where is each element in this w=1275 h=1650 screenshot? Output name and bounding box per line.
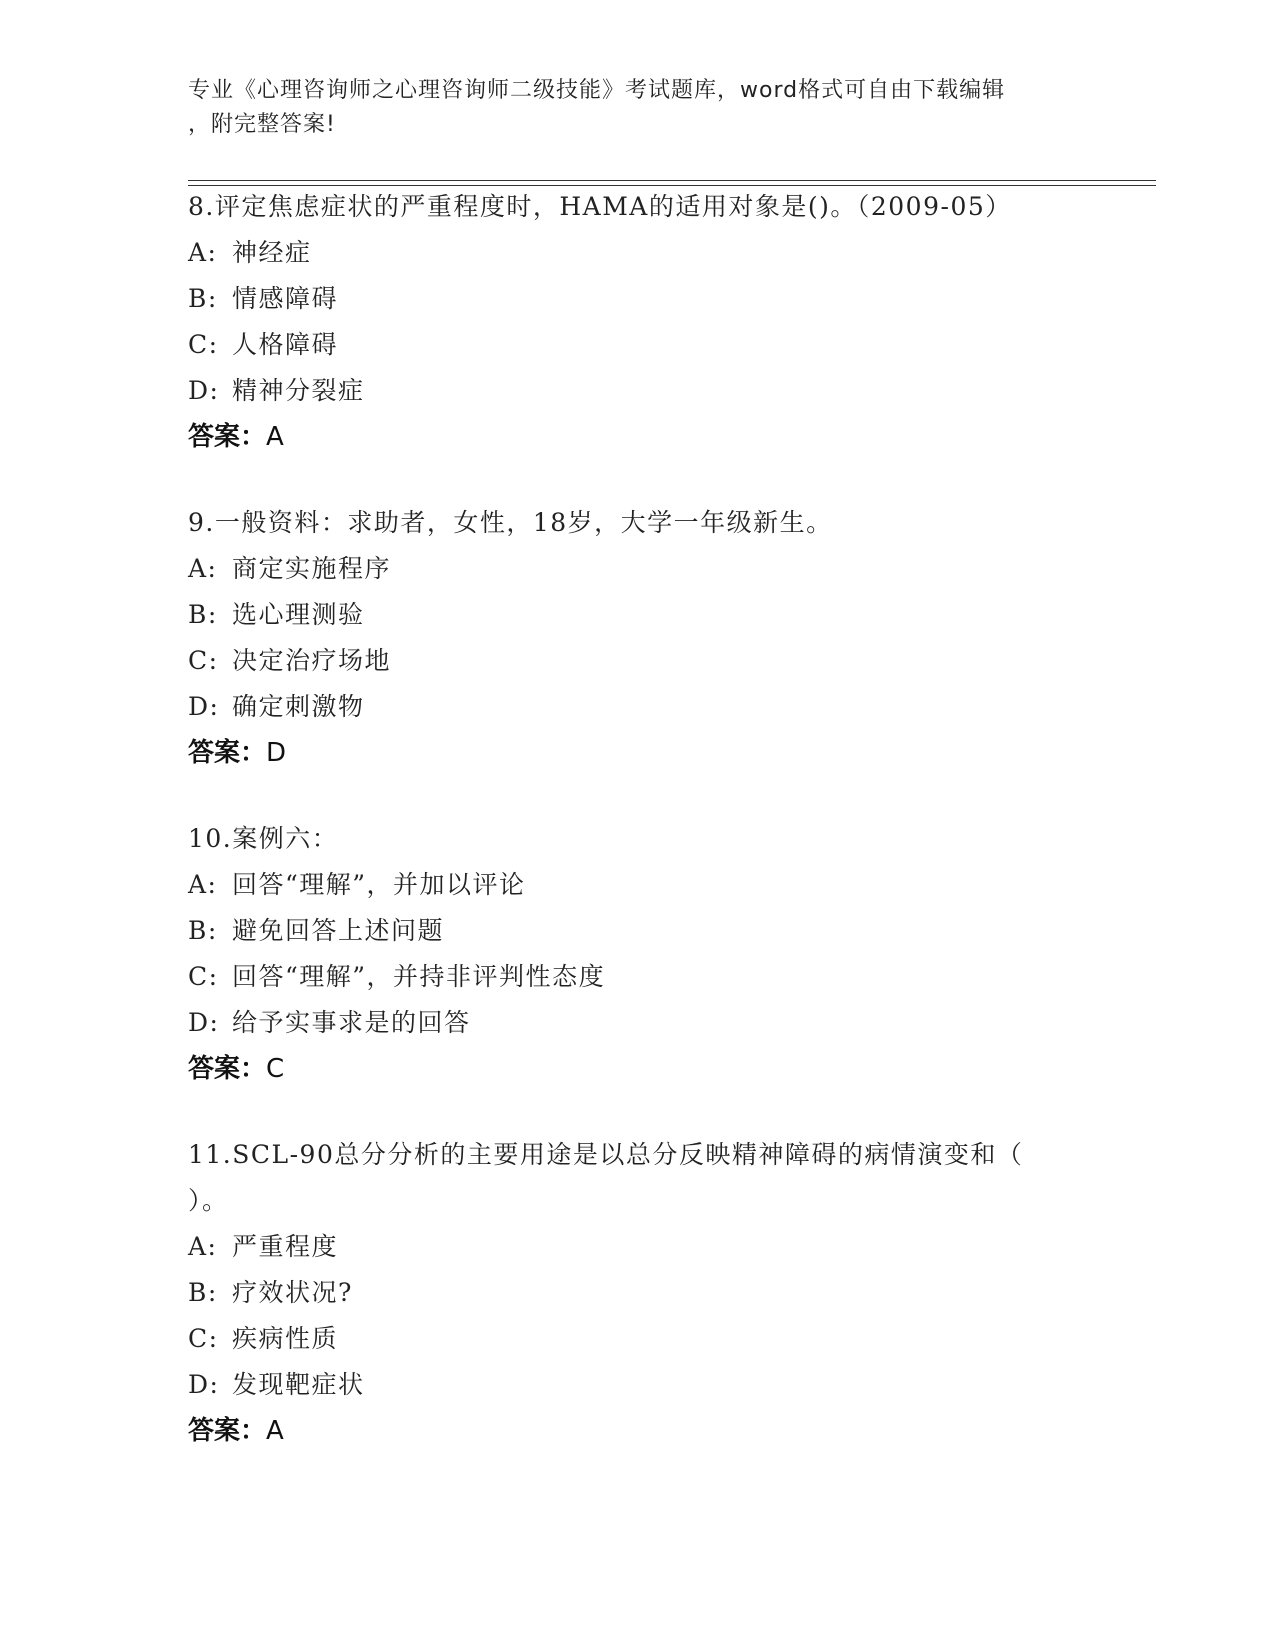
answer-label: 答案：: [188, 1054, 267, 1084]
option-c: [188, 960, 1088, 994]
option-text: 情感障碍: [232, 284, 339, 313]
option-text: 给予实事求是的回答: [232, 1008, 471, 1037]
option-text: 决定治疗场地: [232, 646, 392, 675]
option-c: [188, 644, 1088, 678]
option-key: D:: [188, 1008, 220, 1037]
option-key: B:: [188, 1278, 218, 1307]
option-c: [188, 1322, 1088, 1356]
option-key: A:: [188, 1232, 218, 1261]
header-line-2: ，附完整答案!: [188, 112, 336, 137]
option-text: 疾病性质: [232, 1324, 339, 1353]
option-key: B:: [188, 916, 218, 945]
option-key: B:: [188, 284, 218, 313]
option-key: D:: [188, 1370, 220, 1399]
option-text: 确定刺激物: [232, 692, 365, 721]
option-a: [188, 868, 1088, 902]
answer-label: 答案：: [188, 1416, 267, 1446]
option-d: [188, 1006, 1088, 1040]
option-key: A:: [188, 870, 218, 899]
option-key: C:: [188, 646, 219, 675]
option-b: [188, 1276, 1088, 1310]
header-divider-top: [188, 180, 1156, 181]
answer-line: [188, 736, 1088, 770]
answer-line: [188, 420, 1088, 454]
answer-value: A: [266, 422, 284, 452]
option-d: [188, 690, 1088, 724]
option-key: C:: [188, 330, 219, 359]
answer-value: D: [266, 738, 287, 768]
option-text: 神经症: [232, 238, 312, 267]
option-a: [188, 236, 1088, 270]
option-key: D:: [188, 376, 220, 405]
option-key: D:: [188, 692, 220, 721]
option-text: 严重程度: [232, 1232, 339, 1261]
answer-label: 答案：: [188, 422, 267, 452]
answer-line: [188, 1414, 1088, 1448]
question-stem: 8.评定焦虑症状的严重程度时，HAMA的适用对象是()。（2009-05）: [188, 192, 1012, 221]
answer-label: 答案：: [188, 738, 267, 768]
option-text: 避免回答上述问题: [232, 916, 445, 945]
option-key: A:: [188, 238, 218, 267]
question-stem: 10.案例六：: [188, 824, 339, 853]
option-text: 商定实施程序: [232, 554, 392, 583]
option-key: B:: [188, 600, 218, 629]
answer-line: [188, 1052, 1088, 1086]
option-text: 人格障碍: [232, 330, 339, 359]
option-b: [188, 282, 1088, 316]
question-8: [188, 190, 1088, 454]
option-text: 疗效状况?: [232, 1278, 353, 1307]
answer-value: C: [266, 1054, 285, 1084]
header-divider-bottom: [188, 185, 1156, 186]
option-a: [188, 552, 1088, 586]
document-header: [188, 74, 1088, 142]
option-key: A:: [188, 554, 218, 583]
option-text: 回答“理解”，并持非评判性态度: [232, 962, 606, 991]
question-11: [188, 1138, 1088, 1448]
question-stem: 11.SCL-90总分分析的主要用途是以总分反映精神障碍的病情演变和（: [188, 1140, 1024, 1169]
option-key: C:: [188, 1324, 219, 1353]
question-stem: 9.一般资料：求助者，女性，18岁，大学一年级新生。: [188, 508, 833, 537]
answer-value: A: [266, 1416, 284, 1446]
option-a: [188, 1230, 1088, 1264]
option-b: [188, 598, 1088, 632]
option-key: C:: [188, 962, 219, 991]
question-9: [188, 506, 1088, 770]
question-10: [188, 822, 1088, 1086]
option-text: 发现靶症状: [232, 1370, 365, 1399]
question-stem-continued: ）。: [188, 1186, 229, 1215]
option-d: [188, 374, 1088, 408]
option-text: 精神分裂症: [232, 376, 365, 405]
option-c: [188, 328, 1088, 362]
option-text: 选心理测验: [232, 600, 365, 629]
option-text: 回答“理解”，并加以评论: [232, 870, 526, 899]
option-b: [188, 914, 1088, 948]
header-line-1: 专业《心理咨询师之心理咨询师二级技能》考试题库，word格式可自由下载编辑: [188, 78, 1006, 103]
option-d: [188, 1368, 1088, 1402]
